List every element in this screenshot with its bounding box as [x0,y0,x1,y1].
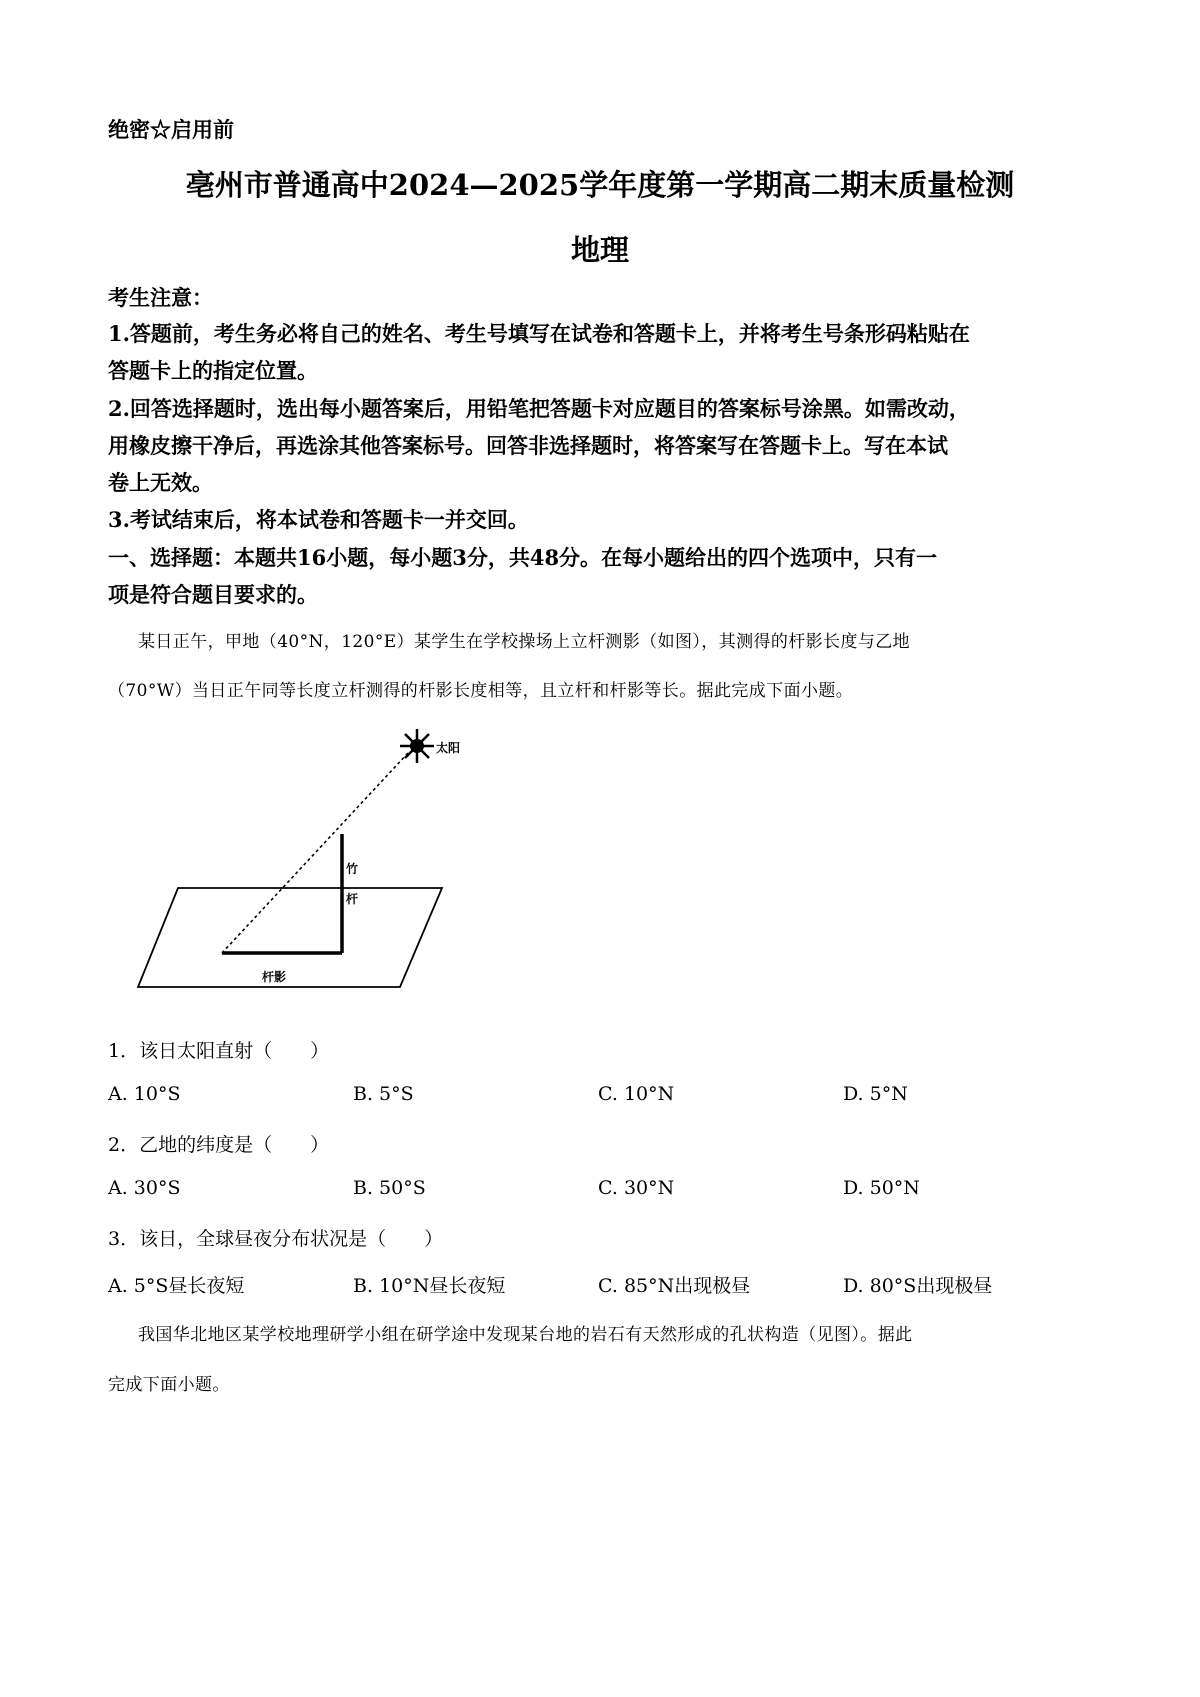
notice-line: 用橡皮擦干净后，再选涂其他答案标号。回答非选择题时，将答案写在答题卡上。写在本试 [108,433,948,458]
option-c: C. 10°N [598,1083,675,1105]
question-stem: 1．该日太阳直射（ ） [108,1040,330,1062]
pole-label: 竹 [346,862,359,876]
option-c: C. 30°N [598,1177,675,1199]
passage-text: （70°W）当日正午同等长度立杆测得的杆影长度相等，且立杆和杆影等长。据此完成下面小题。 [108,681,854,701]
option-b: B. 5°S [353,1083,414,1105]
sun-ray [222,753,408,953]
option-a: A. 30°S [108,1177,181,1199]
exam-title: 亳州市普通高中2024—2025学年度第一学期高二期末质量检测 [185,168,1015,202]
notice-line: 2.回答选择题时，选出每小题答案后，用铅笔把答题卡对应题目的答案标号涂黑。如需改动， [108,396,970,421]
subject-title: 地理 [570,233,629,267]
option-a: A. 10°S [108,1083,181,1105]
section-heading-cont: 项是符合题目要求的。 [108,582,318,607]
notice-line: 3.考试结束后，将本试卷和答题卡一并交回。 [108,507,529,532]
notice-line: 答题卡上的指定位置。 [108,358,318,383]
sun-label: 太阳 [436,741,461,755]
option-b: B. 50°S [353,1177,426,1199]
passage-text: 我国华北地区某学校地理研学小组在研学途中发现某台地的岩石有天然形成的孔状构造（见图）。据此 [138,1325,913,1345]
option-d: D. 5°N [843,1083,908,1105]
option-a: A. 5°S昼长夜短 [108,1275,245,1297]
option-d: D. 50°N [843,1177,920,1199]
section-heading: 一、选择题：本题共16小题，每小题3分，共48分。在每小题给出的四个选项中，只有一 [108,545,938,570]
option-d: D. 80°S出现极昼 [843,1275,993,1297]
notice-line: 卷上无效。 [108,470,213,495]
sun-icon [400,729,434,763]
passage-text: 某日正午，甲地（40°N，120°E）某学生在学校操场上立杆测影（如图），其测得的杆影长度与乙地 [138,632,911,652]
notice-heading: 考生注意： [108,285,213,310]
passage-text: 完成下面小题。 [108,1375,230,1395]
question-stem: 3．该日，全球昼夜分布状况是（ ） [108,1228,444,1250]
option-c: C. 85°N出现极昼 [598,1275,751,1297]
option-b: B. 10°N昼长夜短 [353,1275,506,1297]
pole-label: 杆 [346,892,359,906]
shadow-label: 杆影 [262,970,287,984]
question-stem: 2．乙地的纬度是（ ） [108,1134,330,1156]
secret-mark: 绝密☆启用前 [108,117,234,142]
ground-plane [138,888,442,987]
pole-shadow-figure [130,725,461,1015]
notice-line: 1.答题前，考生务必将自己的姓名、考生号填写在试卷和答题卡上，并将考生号条形码粘贴在 [108,321,970,346]
